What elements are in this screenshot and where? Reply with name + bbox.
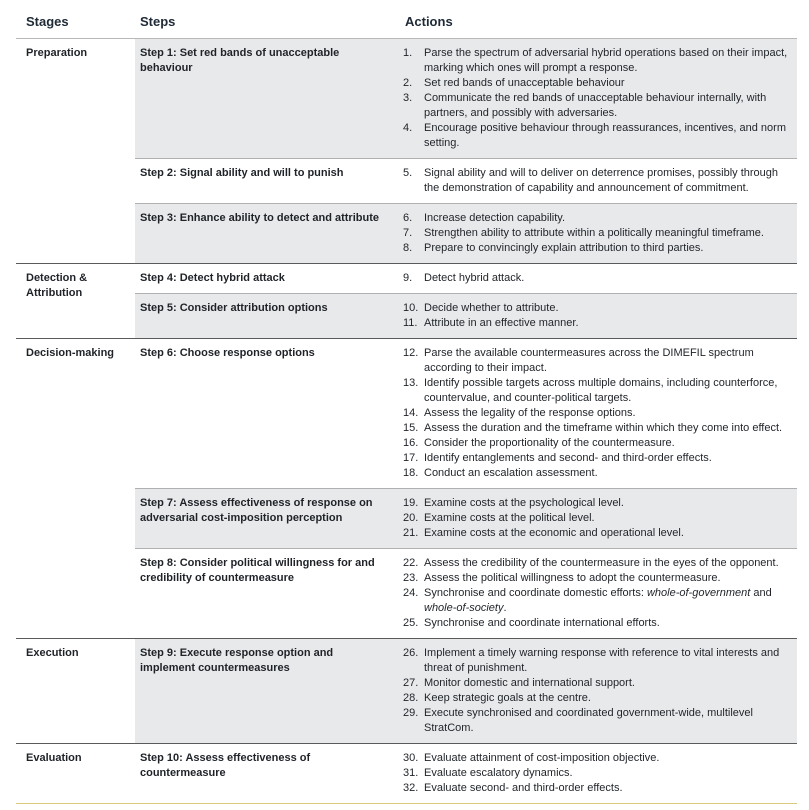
action-item — [403, 76, 791, 91]
action-number: 18. — [403, 467, 419, 479]
action-item — [403, 406, 791, 421]
table-row — [16, 744, 797, 804]
actions-cell — [395, 264, 797, 294]
step-title: Step 3: Enhance ability to detect and attribute — [135, 204, 395, 264]
actions-list — [403, 301, 791, 331]
actions-cell — [395, 204, 797, 264]
action-number: 2. — [403, 77, 413, 89]
action-item — [403, 376, 791, 406]
action-text: Communicate the red bands of unacceptable behaviour internally, with partners, and possibly with adversaries. — [424, 92, 767, 119]
table-row — [16, 39, 797, 159]
action-item — [403, 346, 791, 376]
header-stages: Stages — [16, 8, 135, 39]
table-header — [16, 8, 797, 39]
action-text: Prepare to convincingly explain attribution to third parties. — [424, 242, 704, 254]
action-number: 24. — [403, 587, 419, 599]
action-item — [403, 556, 791, 571]
action-item — [403, 226, 791, 241]
action-item — [403, 211, 791, 226]
action-number: 13. — [403, 377, 419, 389]
action-number: 28. — [403, 692, 419, 704]
action-number: 17. — [403, 452, 419, 464]
actions-cell — [395, 744, 797, 804]
action-text: Evaluate second- and third-order effects. — [424, 782, 623, 794]
action-item — [403, 691, 791, 706]
action-text: Implement a timely warning response with reference to vital interests and threat of punishment. — [424, 647, 780, 674]
action-item — [403, 271, 791, 286]
table-row — [16, 639, 797, 744]
actions-list — [403, 346, 791, 481]
action-text: Examine costs at the economic and operational level. — [424, 527, 684, 539]
action-item — [403, 511, 791, 526]
action-text: Keep strategic goals at the centre. — [424, 692, 591, 704]
action-item — [403, 616, 791, 631]
actions-list — [403, 211, 791, 256]
stage-name: Execution — [16, 639, 135, 744]
action-number: 3. — [403, 92, 413, 104]
action-text: Assess the duration and the timeframe within which they come into effect. — [424, 422, 783, 434]
action-number: 23. — [403, 572, 419, 584]
action-text: Conduct an escalation assessment. — [424, 467, 598, 479]
action-text: Parse the available countermeasures across the DIMEFIL spectrum according to their impact. — [424, 347, 754, 374]
actions-list — [403, 751, 791, 796]
action-number: 10. — [403, 302, 419, 314]
action-text: Strengthen ability to attribute within a politically meaningful timeframe. — [424, 227, 764, 239]
action-number: 15. — [403, 422, 419, 434]
action-item — [403, 316, 791, 331]
action-number: 9. — [403, 272, 413, 284]
table-row — [16, 339, 797, 489]
step-title: Step 8: Consider political willingness for and credibility of countermeasure — [135, 549, 395, 639]
step-title: Step 7: Assess effectiveness of response on adversarial cost-imposition perception — [135, 489, 395, 549]
action-text: Consider the proportionality of the countermeasure. — [424, 437, 675, 449]
action-text: Signal ability and will to deliver on deterrence promises, possibly through the demonstration of capability and announcement of commitment. — [424, 167, 779, 194]
action-item — [403, 46, 791, 76]
action-number: 20. — [403, 512, 419, 524]
action-item — [403, 496, 791, 511]
action-item — [403, 751, 791, 766]
action-text: Identify entanglements and second- and third-order effects. — [424, 452, 712, 464]
stage-name: Preparation — [16, 39, 135, 264]
action-item — [403, 91, 791, 121]
action-item — [403, 301, 791, 316]
actions-cell — [395, 339, 797, 489]
action-item — [403, 436, 791, 451]
action-item — [403, 526, 791, 541]
actions-cell — [395, 294, 797, 339]
action-item — [403, 706, 791, 736]
action-number: 11. — [403, 317, 418, 329]
step-title: Step 9: Execute response option and implement countermeasures — [135, 639, 395, 744]
action-text: Synchronise and coordinate domestic efforts: whole-of-government and whole-of-society. — [424, 587, 772, 614]
action-text: Identify possible targets across multiple domains, including counterforce, countervalue, and counter-political targets. — [424, 377, 778, 404]
action-text: Examine costs at the psychological level. — [424, 497, 624, 509]
action-number: 25. — [403, 617, 419, 629]
header-actions: Actions — [395, 8, 797, 39]
actions-list — [403, 46, 791, 151]
action-number: 29. — [403, 707, 419, 719]
action-number: 22. — [403, 557, 419, 569]
stage-name: Detection & Attribution — [16, 264, 135, 339]
actions-list — [403, 496, 791, 541]
action-text: Synchronise and coordinate international efforts. — [424, 617, 660, 629]
action-text: Decide whether to attribute. — [424, 302, 559, 314]
action-item — [403, 586, 791, 616]
action-text: Monitor domestic and international support. — [424, 677, 635, 689]
stage-name: Decision-making — [16, 339, 135, 639]
action-text: Encourage positive behaviour through reassurances, incentives, and norm setting. — [424, 122, 786, 149]
action-number: 6. — [403, 212, 413, 224]
action-number: 1. — [403, 47, 413, 59]
action-item — [403, 451, 791, 466]
action-text: Increase detection capability. — [424, 212, 566, 224]
step-title: Step 1: Set red bands of unacceptable behaviour — [135, 39, 395, 159]
action-number: 19. — [403, 497, 419, 509]
action-text: Attribute in an effective manner. — [424, 317, 579, 329]
action-item — [403, 646, 791, 676]
action-item — [403, 571, 791, 586]
action-item — [403, 121, 791, 151]
step-title: Step 10: Assess effectiveness of countermeasure — [135, 744, 395, 804]
action-text: Detect hybrid attack. — [424, 272, 525, 284]
stages-table — [16, 8, 797, 804]
action-text: Evaluate escalatory dynamics. — [424, 767, 573, 779]
stage-name: Evaluation — [16, 744, 135, 804]
action-text: Assess the political willingness to adopt the countermeasure. — [424, 572, 721, 584]
table-row — [16, 264, 797, 294]
action-number: 30. — [403, 752, 419, 764]
actions-list — [403, 166, 791, 196]
action-number: 4. — [403, 122, 413, 134]
action-text: Execute synchronised and coordinated government-wide, multilevel StratCom. — [424, 707, 753, 734]
action-number: 14. — [403, 407, 419, 419]
action-number: 21. — [403, 527, 419, 539]
action-number: 31. — [403, 767, 419, 779]
step-title: Step 6: Choose response options — [135, 339, 395, 489]
action-item — [403, 466, 791, 481]
action-text: Parse the spectrum of adversarial hybrid operations based on their impact, marking which ones will prompt a response. — [424, 47, 788, 74]
action-text: Examine costs at the political level. — [424, 512, 595, 524]
action-item — [403, 421, 791, 436]
action-number: 32. — [403, 782, 419, 794]
action-text: Set red bands of unacceptable behaviour — [424, 77, 625, 89]
step-title: Step 4: Detect hybrid attack — [135, 264, 395, 294]
action-text: Assess the credibility of the countermeasure in the eyes of the opponent. — [424, 557, 779, 569]
actions-list — [403, 556, 791, 631]
action-number: 7. — [403, 227, 413, 239]
action-text: Assess the legality of the response options. — [424, 407, 636, 419]
action-number: 26. — [403, 647, 419, 659]
step-title: Step 2: Signal ability and will to punish — [135, 159, 395, 204]
action-item — [403, 766, 791, 781]
actions-list — [403, 646, 791, 736]
action-text: Evaluate attainment of cost-imposition objective. — [424, 752, 660, 764]
action-number: 12. — [403, 347, 419, 359]
step-title: Step 5: Consider attribution options — [135, 294, 395, 339]
actions-cell — [395, 489, 797, 549]
action-item — [403, 241, 791, 256]
actions-list — [403, 271, 791, 286]
actions-cell — [395, 159, 797, 204]
action-number: 8. — [403, 242, 413, 254]
action-number: 27. — [403, 677, 419, 689]
header-steps: Steps — [135, 8, 395, 39]
action-item — [403, 166, 791, 196]
action-item — [403, 676, 791, 691]
action-number: 5. — [403, 167, 413, 179]
action-item — [403, 781, 791, 796]
actions-cell — [395, 39, 797, 159]
actions-cell — [395, 549, 797, 639]
actions-cell — [395, 639, 797, 744]
action-number: 16. — [403, 437, 419, 449]
